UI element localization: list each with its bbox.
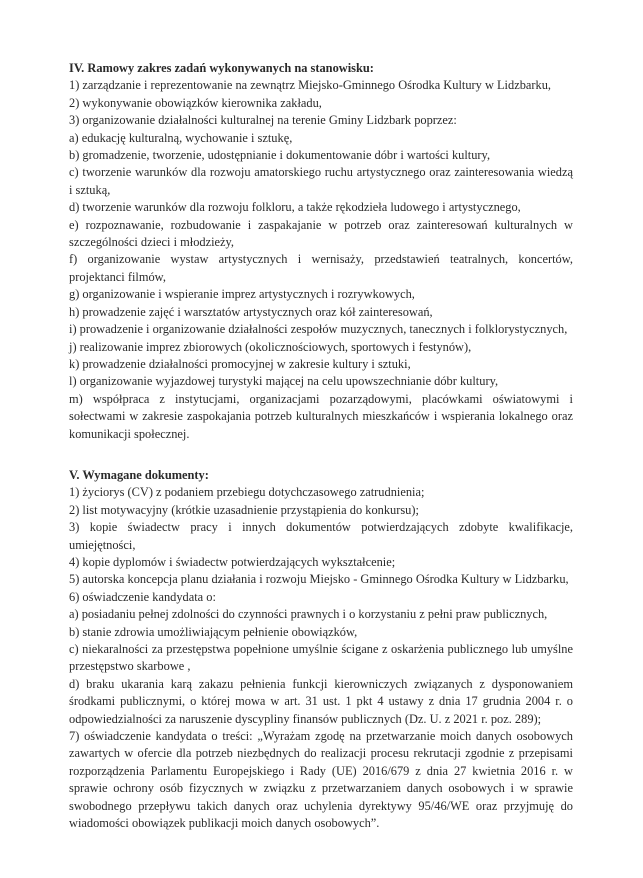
section-spacer (69, 443, 573, 467)
list-item: 6) oświadczenie kandydata o: (69, 589, 216, 604)
list-item: 4) kopie dyplomów i świadectw potwierdzających wykształcenie; (69, 554, 396, 569)
list-item: g) organizowanie i wspieranie imprez artystycznych i rozrywkowych, (69, 287, 415, 302)
list-item: c) tworzenie warunków dla rozwoju amatorskiego ruchu artystycznego oraz zainteresowania wiedzą i sztuką, (69, 165, 573, 197)
list-item: 3) kopie świadectw pracy i innych dokumentów potwierdzających zdobyte kwalifikacje, umiejętności, (69, 520, 573, 552)
list-item: i) prowadzenie i organizowanie działalności zespołów muzycznych, tanecznych i folklorystycznych, (69, 322, 568, 337)
section-heading-iv: IV. Ramowy zakres zadań wykonywanych na stanowisku: (69, 61, 374, 75)
list-item: b) gromadzenie, tworzenie, udostępnianie i dokumentowanie dóbr i wartości kultury, (69, 148, 491, 163)
list-item: 2) wykonywanie obowiązków kierownika zakładu, (69, 95, 322, 110)
list-item: 7) oświadczenie kandydata o treści: „Wyrażam zgodę na przetwarzanie moich danych osobowych zawartych w ofercie dla potrzeb niezbędnych do realizacji procesu rekrutacji zgodnie z przepisami rozporządzenia Parlamentu Europejskiego i Rady (UE) 2016/679 z dnia 27 kwietnia 2016 r. w sprawie ochrony osób fizycznych w związku z przetwarzaniem danych osobowych i w sprawie swobodnego przepływu takich danych oraz uchylenia dyrektywy 95/46/WE oraz przyjmuję do wiadomości obowiązek publikacji moich danych osobowych”. (69, 729, 573, 831)
list-item: 1) życiorys (CV) z podaniem przebiegu dotychczasowego zatrudnienia; (69, 485, 425, 500)
list-item: 1) zarządzanie i reprezentowanie na zewnątrz Miejsko-Gminnego Ośrodka Kultury w Lidzbarku, (69, 78, 552, 93)
list-item: e) rozpoznawanie, rozbudowanie i zaspakajanie w potrzeb oraz zainteresowań kulturalnych w szczególności dzieci i młodzieży, (69, 217, 573, 250)
document-body (69, 60, 573, 832)
list-item: c) niekaralności za przestępstwa popełnione umyślnie ścigane z oskarżenia publicznego lub umyślne przestępstwo skarbowe , (69, 642, 573, 674)
list-item: f) organizowanie wystaw artystycznych i wernisaży, przedstawień teatralnych, koncertów, projektanci filmów, (69, 252, 573, 284)
section-iv-list (69, 77, 573, 443)
list-item: j) realizowanie imprez zbiorowych (okolicznościowych, sportowych i festynów), (69, 339, 472, 354)
list-item: m) współpraca z instytucjami, organizacjami pozarządowymi, placówkami oświatowymi i sołectwami w zakresie zaspokajania potrzeb kulturalnych mieszkańców i wspierania lokalnego oraz komunikacji społecznej. (69, 391, 573, 441)
section-heading-v: V. Wymagane dokumenty: (69, 467, 209, 482)
list-item: 5) autorska koncepcja planu działania i rozwoju Miejsko - Gminnego Ośrodka Kultury w Lidzbarku, (69, 572, 569, 587)
list-item: a) posiadaniu pełnej zdolności do czynności prawnych i o korzystaniu z pełni praw publicznych, (69, 607, 548, 622)
section-v-list (69, 484, 573, 832)
list-item: h) prowadzenie zajęć i warsztatów artystycznych oraz kół zainteresowań, (69, 304, 433, 319)
list-item: k) prowadzenie działalności promocyjnej w zakresie kultury i sztuki, (69, 356, 411, 371)
list-item: 3) organizowanie działalności kulturalnej na terenie Gminy Lidzbark poprzez: (69, 113, 457, 128)
list-item: 2) list motywacyjny (krótkie uzasadnienie przystąpienia do konkursu); (69, 502, 419, 517)
list-item: a) edukację kulturalną, wychowanie i sztukę, (69, 130, 293, 145)
list-item: d) braku ukarania karą zakazu pełnienia funkcji kierowniczych związanych z dysponowaniem środkami publicznymi, o której mowa w art. 31 ust. 1 pkt 4 ustawy z dnia 17 grudnia 2004 r. o odpowiedzialności za naruszenie dyscypliny finansów publicznych (Dz. U. z 2021 r. poz. 289); (69, 676, 573, 726)
list-item: b) stanie zdrowia umożliwiającym pełnienie obowiązków, (69, 624, 358, 639)
list-item: l) organizowanie wyjazdowej turystyki mającej na celu upowszechnianie dóbr kultury, (69, 374, 499, 389)
list-item: d) tworzenie warunków dla rozwoju folkloru, a także rękodzieła ludowego i artystycznego, (69, 200, 521, 215)
